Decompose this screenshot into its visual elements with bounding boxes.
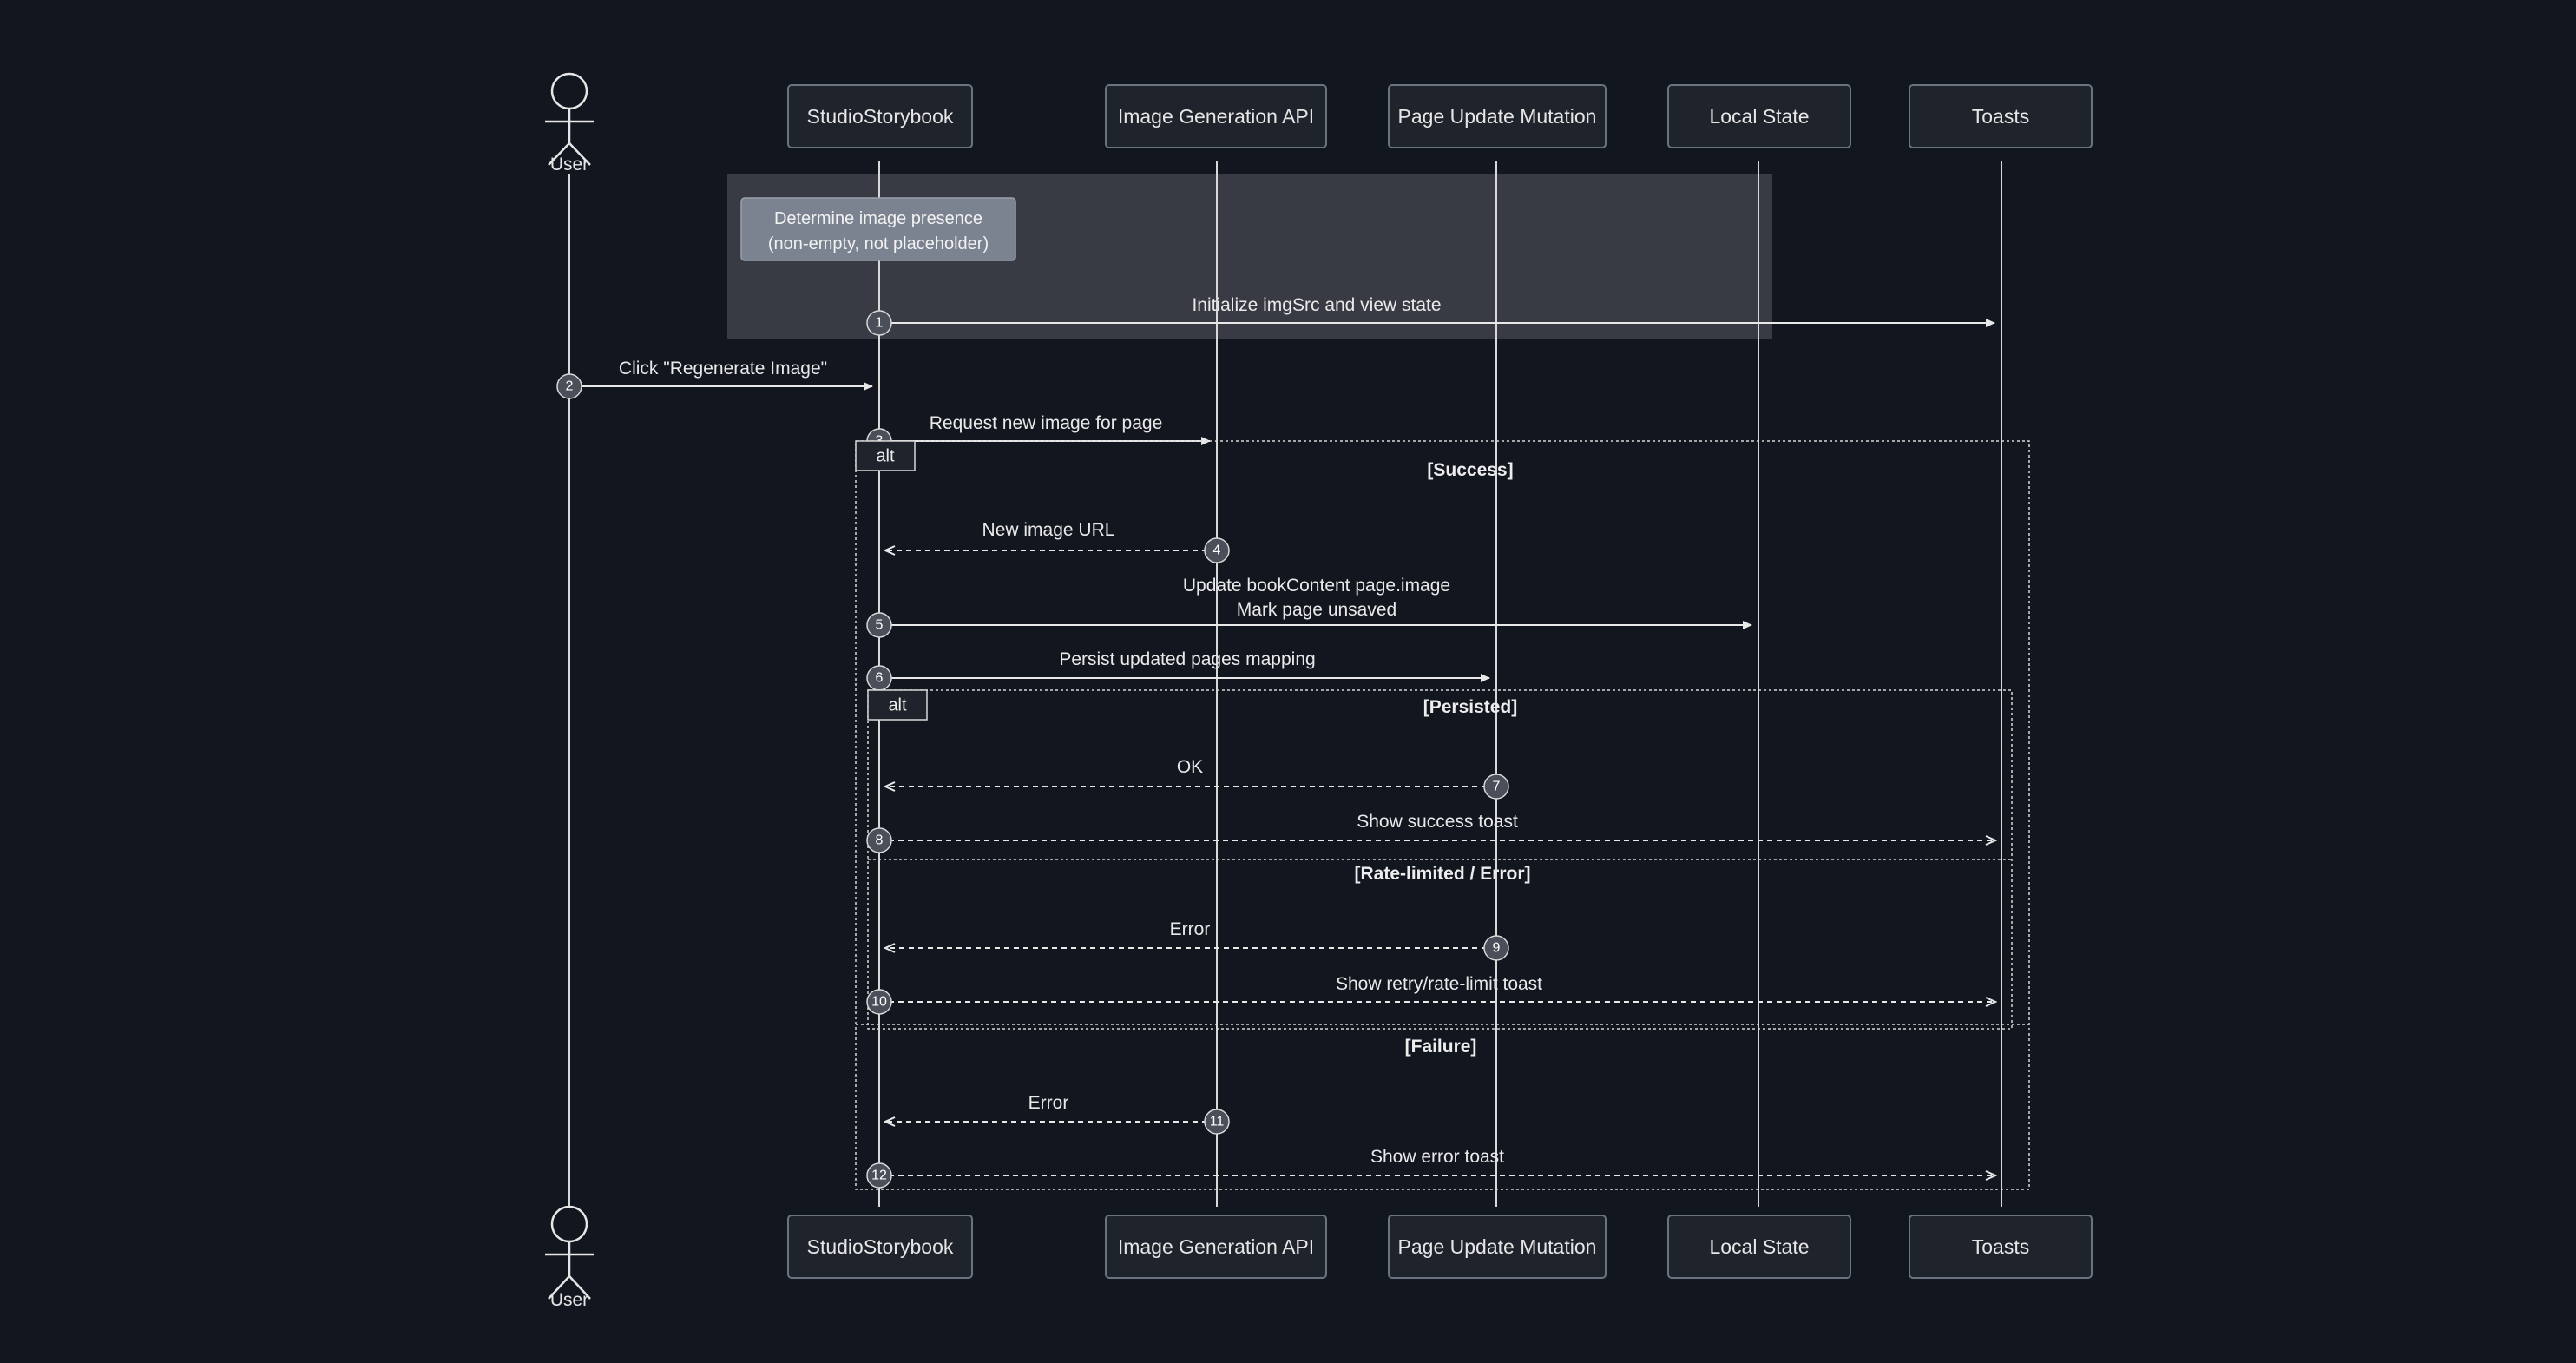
message-12-number: 12	[871, 1168, 887, 1183]
message-9-label: Error	[1169, 919, 1211, 939]
message-8-label: Show success toast	[1357, 812, 1518, 832]
message-4-number: 4	[1212, 543, 1221, 558]
message-12-label: Show error toast	[1370, 1147, 1505, 1167]
note-line-2: (non-empty, not placeholder)	[767, 234, 989, 254]
message-6-number: 6	[875, 670, 884, 686]
message-5	[867, 576, 1751, 637]
participant-pageupdate-top[interactable]	[1389, 85, 1606, 148]
message-3	[867, 413, 1210, 453]
message-8	[867, 812, 1994, 853]
message-7-number: 7	[1492, 779, 1501, 794]
message-3-label: Request new image for page	[929, 413, 1163, 433]
message-10-label: Show retry/rate-limit toast	[1335, 974, 1543, 994]
message-10-number: 10	[871, 994, 887, 1010]
message-2-label: Click "Regenerate Image"	[618, 359, 828, 379]
participant-studio-top[interactable]	[788, 85, 972, 148]
participant-label-user-bottom: User	[549, 1290, 589, 1310]
message-11-number: 11	[1209, 1114, 1225, 1129]
message-9	[886, 919, 1508, 960]
participant-label-toasts-bottom: Toasts	[1971, 1235, 2030, 1259]
participant-imageapi-top[interactable]	[1106, 85, 1326, 148]
participant-label-localstate-bottom: Local State	[1709, 1235, 1810, 1259]
message-7-label: OK	[1176, 757, 1204, 777]
participant-label-imageapi-top: Image Generation API	[1117, 105, 1315, 128]
message-4	[886, 520, 1229, 563]
message-1-number: 1	[875, 315, 884, 331]
participant-user-bottom[interactable]	[545, 1207, 594, 1310]
participant-imageapi-bottom[interactable]	[1106, 1215, 1326, 1278]
message-5-number: 5	[875, 617, 884, 633]
fragment-inner-alt-cond-2: [Rate-limited / Error]	[1354, 864, 1531, 884]
participant-label-pageupdate-top: Page Update Mutation	[1397, 105, 1597, 128]
message-2	[557, 359, 872, 398]
message-11	[886, 1093, 1229, 1134]
participant-label-user-top: User	[549, 155, 589, 174]
message-2-number: 2	[565, 379, 574, 394]
fragment-inner-alt-cond-1: [Persisted]	[1423, 697, 1518, 717]
participant-toasts-top[interactable]	[1909, 85, 2092, 148]
participant-label-localstate-top: Local State	[1709, 105, 1810, 128]
participant-pageupdate-bottom[interactable]	[1389, 1215, 1606, 1278]
fragment-outer-alt-cond-1: [Success]	[1427, 460, 1514, 480]
message-5-label-line2: Mark page unsaved	[1236, 600, 1397, 620]
message-11-label: Error	[1028, 1093, 1069, 1113]
message-10	[867, 974, 1994, 1014]
participant-label-imageapi-bottom: Image Generation API	[1117, 1235, 1315, 1259]
fragment-outer-alt-cond-2: [Failure]	[1404, 1037, 1477, 1057]
message-7	[886, 757, 1508, 799]
fragment-inner-alt-keyword: alt	[888, 695, 907, 715]
fragment-outer-alt-keyword: alt	[876, 446, 895, 466]
message-1-label: Initialize imgSrc and view state	[1192, 295, 1442, 315]
participant-studio-bottom[interactable]	[788, 1215, 972, 1278]
message-4-label: New image URL	[982, 520, 1115, 540]
participant-localstate-top[interactable]	[1668, 85, 1850, 148]
message-9-number: 9	[1492, 940, 1501, 956]
participant-label-studio-bottom: StudioStorybook	[806, 1235, 954, 1259]
message-8-number: 8	[875, 833, 884, 848]
participant-toasts-bottom[interactable]	[1909, 1215, 2092, 1278]
message-6-label: Persist updated pages mapping	[1059, 649, 1316, 669]
participant-label-pageupdate-bottom: Page Update Mutation	[1397, 1235, 1597, 1259]
note-line-1: Determine image presence	[773, 209, 983, 228]
participant-localstate-bottom[interactable]	[1668, 1215, 1850, 1278]
message-12	[867, 1147, 1994, 1188]
participant-user-top[interactable]	[545, 74, 594, 174]
message-5-label-line1: Update bookContent page.image	[1182, 576, 1451, 596]
participant-label-toasts-top: Toasts	[1971, 105, 2030, 128]
message-6	[867, 649, 1489, 690]
note-determine-image-presence	[741, 198, 1015, 260]
participant-label-studio-top: StudioStorybook	[806, 105, 954, 128]
